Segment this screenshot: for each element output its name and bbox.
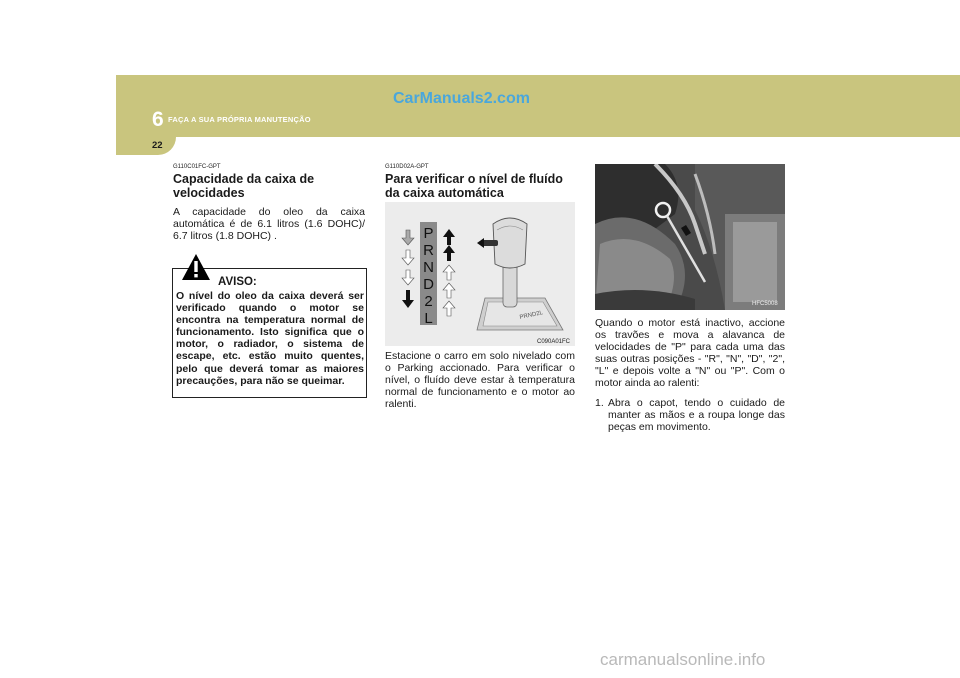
section-gearbox-capacity <box>173 164 365 242</box>
gear-label-2: 2 <box>424 293 433 310</box>
section-body: A capacidade do oleo da caixa automática é de 6.1 litros (1.6 DOHC)/ 6.7 litros (1.8 DOHC) . <box>173 206 365 242</box>
section-check-fluid-body <box>385 350 575 410</box>
warning-text: O nível do oleo da caixa deverá ser verificado quando o motor se encontra na temperatura normal de funcionamento. Isto significa que o motor, o radiador, o sistema de escape, etc. estão muito quentes, pelo que deverá tomar as maiores precauções, para não se queimar. <box>176 290 364 387</box>
step-text: Abra o capot, tendo o cuidado de manter as mãos e a roupa longe das peças em movimento. <box>608 397 785 433</box>
page-number: 22 <box>152 140 163 151</box>
section-body: Estacione o carro em solo nivelado com o Parking accionado. Para verificar o nível, o fluído deve estar à temperatura normal de funcionamento e o motor ao ralenti. <box>385 350 575 410</box>
gear-label-n: N <box>423 259 434 276</box>
procedure-intro: Quando o motor está inactivo, accione os travões e mova a alavanca de velocidades de "P" para cada uma das suas outras posições - "R", "N", "D", "2", "L" e depois volte a "N" ou "P". Com o motor ainda ao ralenti: <box>595 317 785 389</box>
gear-label-l: L <box>424 310 433 327</box>
section-procedure <box>595 317 785 433</box>
gear-shifter-drawing <box>385 202 575 346</box>
section-code: G110D02A-GPT <box>385 164 429 170</box>
arrows-up-right <box>443 229 455 316</box>
arrows-down-left <box>402 230 414 308</box>
shifter-lever <box>477 218 563 330</box>
section-heading: Para verificar o nível de fluído da caixa automática <box>385 172 563 200</box>
list-item <box>595 397 785 433</box>
section-heading: Capacidade da caixa de velocidades <box>173 172 315 200</box>
header-band <box>116 75 960 137</box>
chapter-number: 6 <box>152 108 164 131</box>
section-code: G110C01FC-GPT <box>173 164 221 170</box>
gear-label-d: D <box>423 276 434 293</box>
watermark-bottom[interactable]: carmanualsonline.info <box>600 650 766 669</box>
step-number: 1. <box>595 397 604 409</box>
gear-shifter-illustration <box>385 202 575 346</box>
warning-title: AVISO: <box>218 276 257 288</box>
warning-triangle-icon <box>181 253 211 281</box>
engine-dipstick-photo <box>595 164 785 310</box>
watermark-top[interactable]: CarManuals2.com <box>393 90 530 107</box>
page-tab <box>116 137 176 155</box>
procedure-steps <box>595 397 785 433</box>
engine-bay-drawing <box>595 164 785 310</box>
gear-label-r: R <box>423 242 434 259</box>
figure-caption-c090: C090A01FC <box>537 339 571 345</box>
section-check-fluid <box>385 164 575 200</box>
svg-text:PRND2L: PRND2L <box>519 310 544 321</box>
chapter-title: FAÇA A SUA PRÓPRIA MANUTENÇÃO <box>168 115 311 124</box>
gear-label-p: P <box>423 225 434 242</box>
figure-caption-hfc: HFC5008 <box>752 301 778 307</box>
